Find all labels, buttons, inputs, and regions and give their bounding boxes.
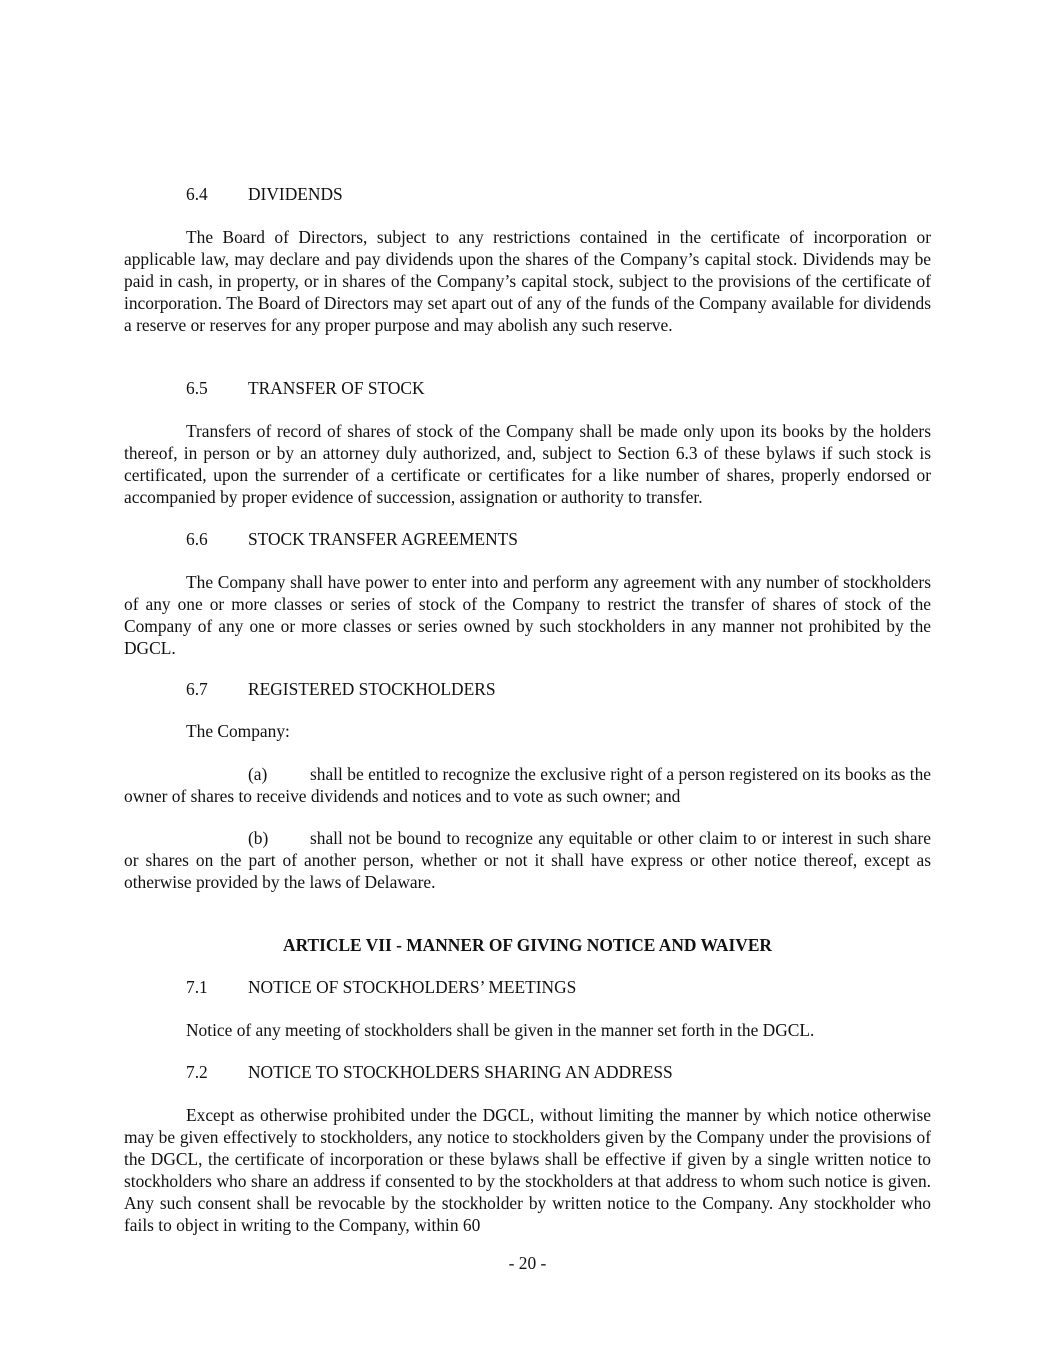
section-heading-7-2 xyxy=(124,1062,993,1084)
paragraph-6-5: Transfers of record of shares of stock of the Company shall be made only upon its books by the holders thereof, in person or by an attorney duly authorized, and, subject to Section 6.3 of these bylaws if such stock is certificated, upon the surrender of a certificate or certificates for a like number of shares, properly endorsed or accompanied by proper evidence of succession, assignation or authority to transfer. xyxy=(124,421,931,507)
list-item-b xyxy=(124,828,931,894)
section-heading-6-6 xyxy=(124,529,993,551)
section-title: TRANSFER OF STOCK xyxy=(248,378,425,398)
list-item-text: shall not be bound to recognize any equitable or other claim to or interest in such share or shares on the part of another person, whether or not it shall have express or other notice thereof, except as otherwise provided by the laws of Delaware. xyxy=(124,828,931,892)
section-number: 6.5 xyxy=(186,378,208,398)
list-item-a xyxy=(124,764,931,808)
paragraph-7-2: Except as otherwise prohibited under the DGCL, without limiting the manner by which notice otherwise may be given effectively to stockholders, any notice to stockholders given by the Company under the provisions of the DGCL, the certificate of incorporation or these bylaws shall be effective if given by a single written notice to stockholders who share an address if consented to by the stockholders at that address to whom such notice is given. Any such consent shall be revocable by the stockholder by written notice to the Company. Any stockholder who fails to object in writing to the Company, within 60 xyxy=(124,1105,931,1235)
section-number: 7.1 xyxy=(186,977,208,997)
section-title: REGISTERED STOCKHOLDERS xyxy=(248,679,496,699)
list-item-label: (a) xyxy=(248,764,268,784)
paragraph-7-1: Notice of any meeting of stockholders shall be given in the manner set forth in the DGCL. xyxy=(186,1020,815,1040)
section-title: STOCK TRANSFER AGREEMENTS xyxy=(248,529,518,549)
section-heading-6-5 xyxy=(124,378,993,400)
paragraph-6-4: The Board of Directors, subject to any restrictions contained in the certificate of incorporation or applicable law, may declare and pay dividends upon the shares of the Company’s capital stock. Dividends may be paid in cash, in property, or in shares of the Company’s capital stock, subject to the provisions of the certificate of incorporation. The Board of Directors may set apart out of any of the funds of the Company available for dividends a reserve or reserves for any proper purpose and may abolish any such reserve. xyxy=(124,227,931,335)
section-title: DIVIDENDS xyxy=(248,184,343,204)
section-number: 6.4 xyxy=(186,184,208,204)
paragraph-6-7-intro: The Company: xyxy=(186,721,290,741)
section-number: 6.7 xyxy=(186,679,208,699)
list-item-text: shall be entitled to recognize the exclusive right of a person registered on its books as the owner of shares to receive dividends and notices and to vote as such owner; and xyxy=(124,764,931,806)
section-heading-7-1 xyxy=(124,977,993,999)
section-number: 7.2 xyxy=(186,1062,208,1082)
section-number: 6.6 xyxy=(186,529,208,549)
paragraph-6-6: The Company shall have power to enter into and perform any agreement with any number of stockholders of any one or more classes or series of stock of the Company to restrict the transfer of shares of stock of the Company of any one or more classes or series owned by such stockholders in any manner not prohibited by the DGCL. xyxy=(124,572,931,658)
section-heading-6-4 xyxy=(124,184,993,206)
page-number: - 20 - xyxy=(508,1253,547,1273)
section-title: NOTICE TO STOCKHOLDERS SHARING AN ADDRESS xyxy=(248,1062,673,1082)
section-title: NOTICE OF STOCKHOLDERS’ MEETINGS xyxy=(248,977,577,997)
list-item-label: (b) xyxy=(248,828,269,848)
section-heading-6-7 xyxy=(124,679,993,701)
article-heading: ARTICLE VII - MANNER OF GIVING NOTICE AND WAIVER xyxy=(283,935,772,955)
